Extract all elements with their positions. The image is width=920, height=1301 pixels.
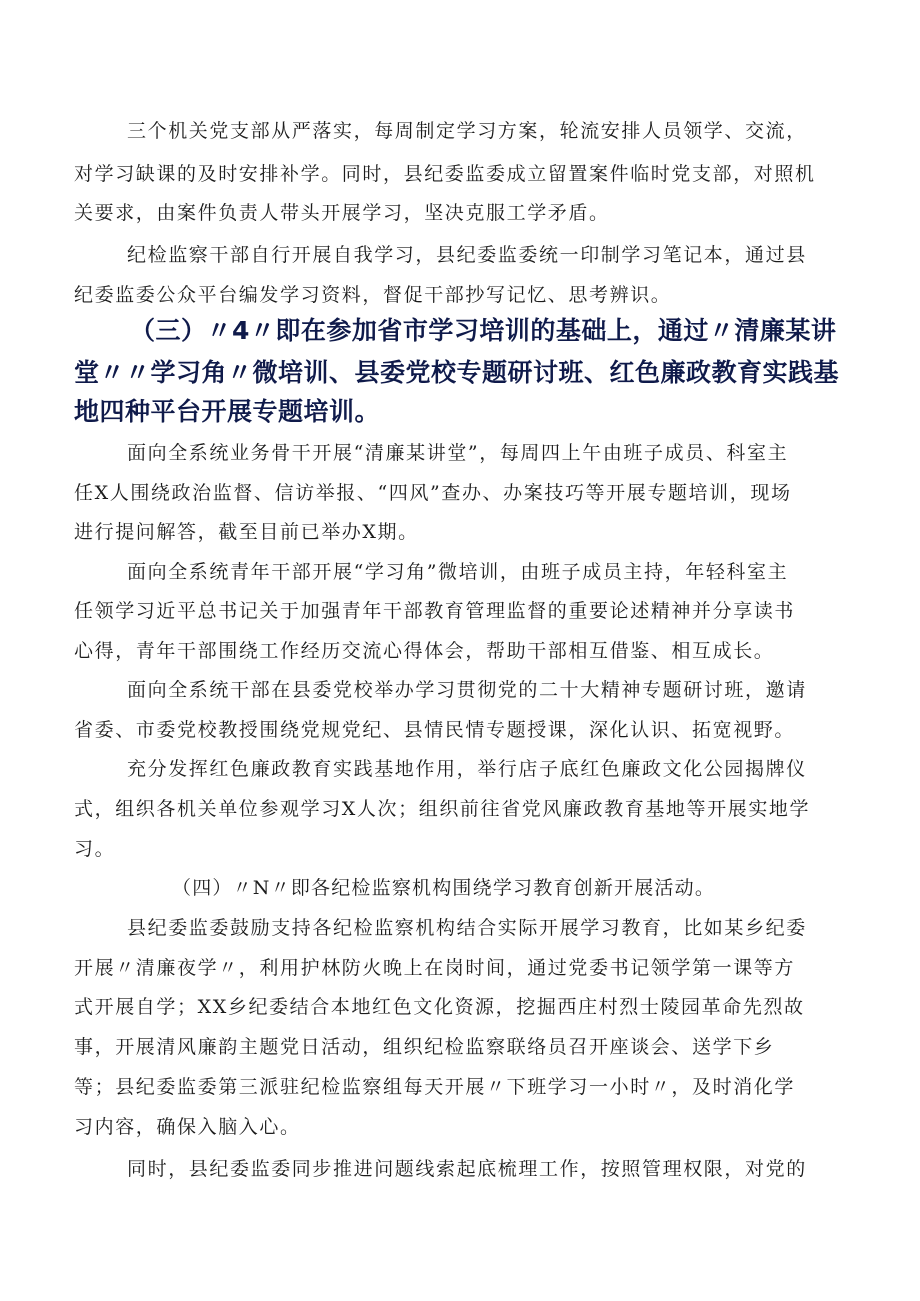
paragraph-1-line-3: 关要求，由案件负责人带头开展学习，坚决克服工学矛盾。 bbox=[74, 202, 610, 224]
paragraph-6-line-3: 习。 bbox=[74, 838, 116, 860]
paragraph-7-line-2: 开展〃清廉夜学〃，利用护林防火晚上在岗时间，通过党委书记领学第一课等方 bbox=[74, 957, 796, 979]
paragraph-3-line-3: 进行提问解答，截至目前已举办X期。 bbox=[74, 521, 419, 543]
paragraph-5-line-1: 面向全系统干部在县委党校举办学习贯彻党的二十大精神专题研讨班，邀请 bbox=[127, 679, 807, 701]
section-4-heading: （四）〃N〃即各纪检监察机构围绕学习教育创新开展活动。 bbox=[172, 877, 716, 899]
paragraph-6-line-1: 充分发挥红色廉政教育实践基地作用，举行店子底红色廉政文化公园揭牌仪 bbox=[127, 758, 807, 780]
paragraph-1-line-1: 三个机关党支部从严落实，每周制定学习方案，轮流安排人员领学、交流， bbox=[127, 120, 807, 142]
paragraph-7-line-1: 县纪委监委鼓励支持各纪检监察机构结合实际开展学习教育，比如某乡纪委 bbox=[127, 917, 807, 939]
paragraph-1-line-2: 对学习缺课的及时安排补学。同时，县纪委监委成立留置案件临时党支部，对照机 bbox=[74, 163, 816, 185]
section-3-heading-line-1: （三）〃4〃即在参加省市学习培训的基础上，通过〃清廉某讲 bbox=[130, 316, 837, 345]
paragraph-2-line-1: 纪检监察干部自行开展自我学习，县纪委监委统一印制学习笔记本，通过县 bbox=[127, 244, 807, 266]
paragraph-8-line-1: 同时，县纪委监委同步推进问题线索起底梳理工作，按照管理权限，对党的 bbox=[127, 1158, 807, 1180]
paragraph-3-line-1: 面向全系统业务骨干开展“清廉某讲堂”，每周四上午由班子成员、科室主 bbox=[127, 442, 789, 464]
section-3-heading-line-3: 地四种平台开展专题培训。 bbox=[74, 397, 381, 426]
section-3-heading-line-2: 堂〃〃学习角〃微培训、县委党校专题研讨班、红色廉政教育实践基 bbox=[74, 358, 840, 387]
paragraph-7-line-5: 等；县纪委监委第三派驻纪检监察组每天开展〃下班学习一小时〃，及时消化学 bbox=[74, 1076, 796, 1098]
paragraph-3-line-2: 任X人围绕政治监督、信访举报、“四风”查办、办案技巧等开展专题培训，现场 bbox=[74, 482, 792, 504]
paragraph-4-line-2: 任领学习近平总书记关于加强青年干部教育管理监督的重要论述精神并分享读书 bbox=[74, 600, 796, 622]
paragraph-2-line-2: 纪委监委公众平台编发学习资料，督促干部抄写记忆、思考辨识。 bbox=[74, 284, 672, 306]
paragraph-4-line-3: 心得，青年干部围绕工作经历交流心得体会，帮助干部相互借鉴、相互成长。 bbox=[74, 640, 775, 662]
paragraph-7-line-3: 式开展自学；XX乡纪委结合本地红色文化资源，挖掘西庄村烈士陵园革命先烈故 bbox=[74, 996, 805, 1018]
paragraph-5-line-2: 省委、市委党校教授围绕党规党纪、县情民情专题授课，深化认识、拓宽视野。 bbox=[74, 719, 796, 741]
paragraph-7-line-6: 习内容，确保入脑入心。 bbox=[74, 1116, 301, 1138]
paragraph-7-line-4: 事，开展清风廉韵主题党日活动，组织纪检监察联络员召开座谈会、送学下乡 bbox=[74, 1036, 775, 1058]
paragraph-6-line-2: 式，组织各机关单位参观学习X人次；组织前往省党风廉政教育基地等开展实地学 bbox=[74, 798, 811, 820]
paragraph-4-line-1: 面向全系统青年干部开展“学习角”微培训，由班子成员主持，年轻科室主 bbox=[127, 561, 789, 583]
